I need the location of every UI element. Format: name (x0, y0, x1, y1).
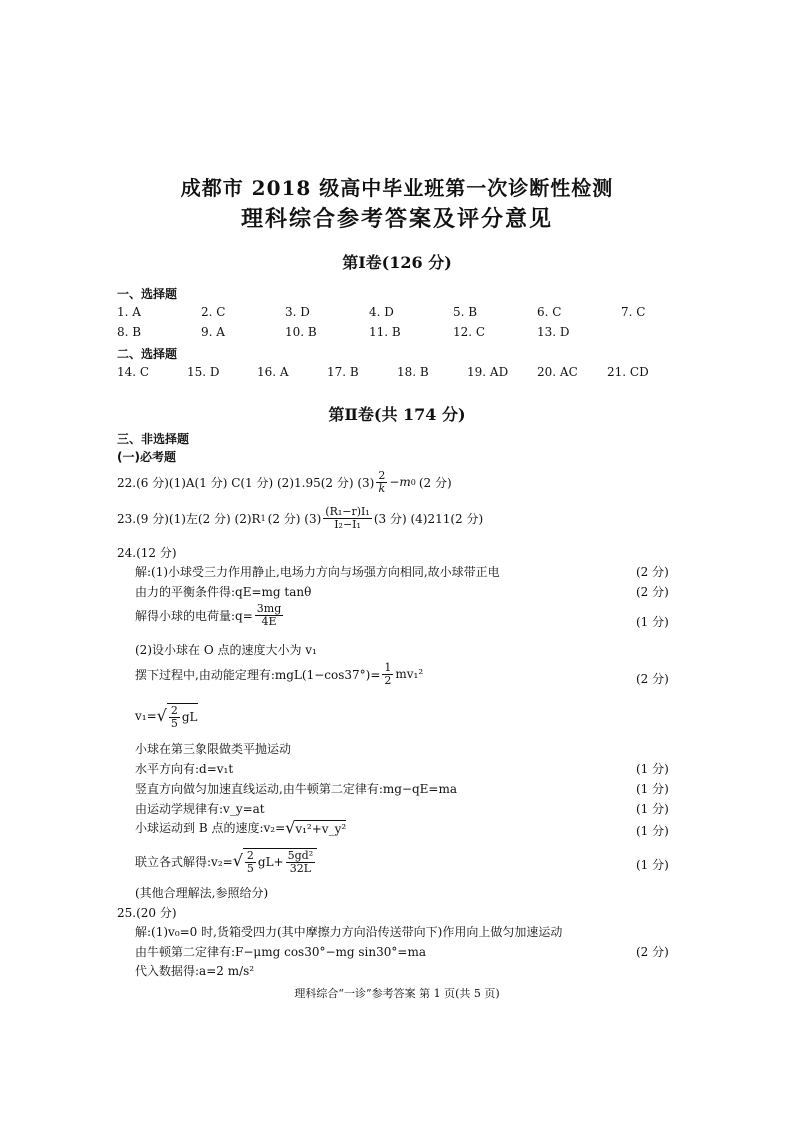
answer-item: 17. B (327, 365, 359, 379)
fraction-denominator: 2 (384, 673, 392, 687)
q24-score-1: (2 分) (636, 565, 669, 579)
section-choice-1: 一、选择题 (117, 287, 178, 301)
q24-line-11-radicand: v₁²+v_y² (295, 821, 347, 836)
fraction-numerator: 1 (384, 661, 392, 674)
sqrt-symbol: √ v₁²+v_y² (285, 817, 347, 837)
answer-item: 5. B (453, 305, 478, 319)
q24-line-9: 竖直方向做匀加速直线运动,由牛顿第二定律有:mg−qE=ma (135, 782, 458, 796)
answer-item: 14. C (117, 365, 150, 379)
answer-item: 18. B (397, 365, 429, 379)
q24-line-5-fraction (382, 662, 393, 686)
fraction-denominator: 5 (170, 716, 178, 730)
page-footer: 理科综合“一诊”参考答案 第 1 页(共 5 页) (294, 987, 500, 1000)
q24-line-5-term: mv₁² (395, 667, 424, 682)
q22-subscript: 0 (410, 477, 416, 487)
q23-score: (3 分) (4)211(2 分) (373, 511, 484, 526)
q24-note: (其他合理解法,参照给分) (135, 886, 269, 900)
q24-line-1: 解:(1)小球受三力作用静止,电场力方向与场强方向相同,故小球带正电 (135, 565, 500, 579)
answer-item: 3. D (285, 305, 310, 319)
q25-line-3: 代入数据得:a=2 m/s² (135, 964, 255, 978)
answer-item: 10. B (285, 325, 317, 339)
q24-score-10: (1 分) (636, 802, 669, 816)
q23-fraction (323, 506, 372, 530)
answer-item: 1. A (117, 305, 141, 319)
q24-line-11 (135, 819, 346, 836)
q22-fraction (376, 470, 387, 494)
fraction-denominator: k (378, 481, 386, 495)
answer-item: 9. A (201, 325, 225, 339)
fraction-numerator: 2 (246, 849, 254, 862)
answer-item: 21. CD (607, 365, 649, 379)
answer-item: 6. C (537, 305, 562, 319)
answer-item: 2. C (201, 305, 226, 319)
fraction-denominator: 4E (261, 614, 277, 628)
q24-line-5-text: 摆下过程中,由动能定理有:mgL(1−cos37°)= (135, 667, 381, 682)
q22-term: −m (389, 475, 411, 490)
q24-line-3-text: 解得小球的电荷量:q= (135, 608, 253, 623)
q24-score-8: (1 分) (636, 762, 669, 776)
q24-line-5 (135, 662, 423, 686)
q22-score: (2 分) (418, 475, 452, 490)
answer-item: 4. D (369, 305, 394, 319)
subsection-required: (一)必考题 (117, 450, 176, 464)
q22-text: 22.(6 分)(1)A(1 分) C(1 分) (2)1.95(2 分) (3) (117, 475, 375, 490)
q24-line-12 (135, 848, 317, 874)
answer-item: 7. C (621, 305, 646, 319)
part2-heading: 第Ⅱ卷(共 174 分) (328, 405, 466, 424)
fraction-numerator: 5gd² (287, 849, 314, 862)
q24-score-9: (1 分) (636, 782, 669, 796)
q24-line-7: 小球在第三象限做类平抛运动 (135, 742, 292, 756)
q24-line-10: 由运动学规律有:v_y=at (135, 802, 265, 816)
q23-text: 23.(9 分)(1)左(2 分) (2)R (117, 511, 261, 526)
q22-answer (117, 470, 452, 494)
q24-score-11: (1 分) (636, 824, 669, 838)
answer-item: 15. D (187, 365, 220, 379)
doc-title-line2: 理科综合参考答案及评分意见 (240, 206, 553, 232)
q24-line-12-term: gL+ (257, 855, 284, 870)
doc-title-line1: 成都市 2018 级高中毕业班第一次诊断性检测 (180, 176, 614, 200)
q24-line-8: 水平方向有:d=v₁t (135, 762, 234, 776)
answer-item: 12. C (453, 325, 486, 339)
q24-heading: 24.(12 分) (117, 546, 177, 560)
q25-line-1: 解:(1)v₀=0 时,货箱受四力(其中摩擦力方向沿传送带向下)作用向上做匀加速运动 (135, 925, 563, 939)
q24-line-3-fraction (255, 603, 283, 627)
q24-line-4: (2)设小球在 O 点的速度大小为 v₁ (135, 643, 317, 657)
q25-heading: 25.(20 分) (117, 906, 177, 920)
fraction-numerator: 2 (378, 469, 386, 482)
q24-score-12: (1 分) (636, 858, 669, 872)
fraction-denominator: 32L (289, 861, 312, 875)
q24-line-3 (135, 603, 285, 627)
section-nonchoice: 三、非选择题 (117, 432, 190, 446)
fraction-denominator: I₂−I₁ (334, 517, 361, 531)
q24-line-6-text: v₁= (135, 709, 157, 724)
q24-score-5: (2 分) (636, 672, 669, 686)
answer-item: 20. AC (537, 365, 578, 379)
q23-subscript: 1 (260, 513, 266, 523)
q25-score-2: (2 分) (636, 945, 669, 959)
sqrt-symbol: √ $\frac{2}{5}$ gL (156, 704, 198, 730)
q24-line-2: 由力的平衡条件得:qE=mg tanθ (135, 585, 312, 599)
q25-line-2: 由牛顿第二定律有:F−μmg cos30°−mg sin30°=ma (135, 945, 426, 959)
q24-line-6-term: gL (181, 710, 198, 725)
q24-line-11-text: 小球运动到 B 点的速度:v₂= (135, 821, 286, 835)
sqrt-symbol: √ $\frac{2}{5}$ gL+ $\frac{\text{5gd²}}{32L}$ (233, 848, 317, 874)
q24-line-6-fraction (169, 705, 180, 729)
q24-line-12-text: 联立各式解得:v₂= (135, 854, 233, 869)
answer-item: 16. A (257, 365, 289, 379)
fraction-numerator: 3mg (256, 602, 282, 615)
fraction-denominator: 5 (246, 861, 254, 875)
answer-item: 11. B (369, 325, 401, 339)
q24-line-12-fraction-1 (245, 850, 256, 874)
q23-answer (117, 506, 483, 530)
q24-line-12-fraction-2 (286, 850, 316, 874)
fraction-numerator: (R₁−r)I₁ (325, 505, 370, 518)
fraction-numerator: 2 (170, 704, 178, 717)
answer-item: 13. D (537, 325, 570, 339)
answer-item: 8. B (117, 325, 142, 339)
q24-line-6 (135, 703, 198, 729)
answer-item: 19. AD (467, 365, 509, 379)
q24-score-3: (1 分) (636, 615, 669, 629)
q24-score-2: (2 分) (636, 585, 669, 599)
part1-heading: 第Ⅰ卷(126 分) (342, 253, 452, 272)
q23-text-2: (2 分) (3) (267, 511, 322, 526)
section-choice-2: 二、选择题 (117, 347, 178, 361)
